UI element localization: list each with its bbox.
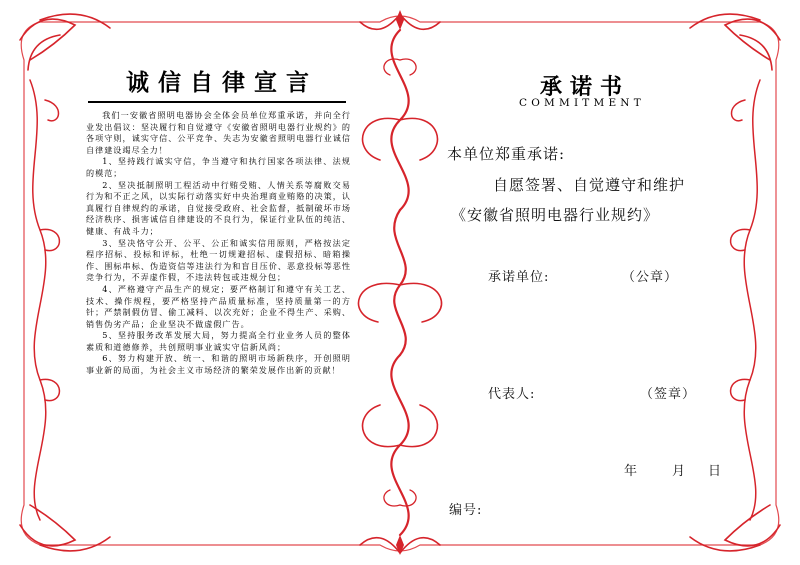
- date-year: 年: [624, 464, 638, 479]
- representative-label: 代表人:: [488, 387, 536, 402]
- date-month: 月: [672, 464, 686, 479]
- signature-label: （签章）: [640, 387, 697, 402]
- commitment-title: 承诺书: [540, 75, 631, 100]
- commitment-line-3: 《安徽省照明电器行业规约》: [451, 206, 660, 224]
- declaration-item-3: 3、坚决恪守公开、公平、公正和诚实信用原则，严格按法定程序招标、投标和评标，杜绝一切规避招标、虚假招标、暗箱操作、围标串标、伪造资信等违法行为和盲目压价、恶意投标等恶性竞争行为，不弄虚作假，不违法转包或违规分包；: [86, 237, 351, 283]
- declaration-intro: 我们一安徽省照明电器协会全体会员单位郑重承诺，并向全行业发出倡议：坚决履行和自觉遵守《安徽省照明电器行业规约》的各项守则，诚实守信、公平竞争、失志为安徽省照明电器行业诚信自律建设竭尽全力！: [86, 110, 351, 155]
- declaration-item-6: 6、努力构建开放、统一、和谐的照明市场新秩序，开创照明事业新的局面，为社会主义市场经济的繁荣发展作出新的贡献！: [86, 353, 351, 376]
- declaration-item-2: 2、坚决抵制照明工程活动中行贿受贿、人情关系等腐败交易行为和不正之风，以实际行动落实好中央治理商业贿赂的决策，认真履行自律规约的承诺，自觉接受政府、社会监督，抵制破坏市场经济秩序、损害诚信自律建设的不良行为，保证行业队伍的纯洁、健康、有战斗力；: [86, 179, 351, 236]
- declaration-title: 诚信自律宣言: [126, 70, 318, 96]
- commitment-subtitle: COMMITMENT: [519, 97, 645, 109]
- seal-label: （公章）: [622, 270, 679, 285]
- commitment-line-1: 本单位郑重承诺:: [447, 145, 566, 163]
- declaration-item-4: 4、严格遵守产品生产的规定；要严格制订和遵守有关工艺、技术、操作规程，要严格坚持产品质量标准，坚持质量第一的方针；严禁制假仿冒、偷工减料、以次充好；企业不得生产、采购、销售伪劣产品；企业坚决不做虚假广告。: [86, 283, 351, 329]
- number-label: 编号:: [449, 503, 483, 518]
- unit-label: 承诺单位:: [488, 270, 550, 285]
- commitment-line-2: 自愿签署、自觉遵守和维护: [493, 176, 686, 194]
- declaration-body: [86, 110, 351, 377]
- declaration-item-5: 5、坚持服务改革发展大局，努力提高全行业业务人员的整体素质和道德修养，共创照明事业诚实守信新风尚；: [86, 330, 351, 352]
- title-underline: [88, 101, 346, 103]
- declaration-item-1: 1、坚持践行诚实守信，争当遵守和执行国家各项法律、法规的模范；: [86, 156, 351, 178]
- date-day: 日: [708, 464, 722, 479]
